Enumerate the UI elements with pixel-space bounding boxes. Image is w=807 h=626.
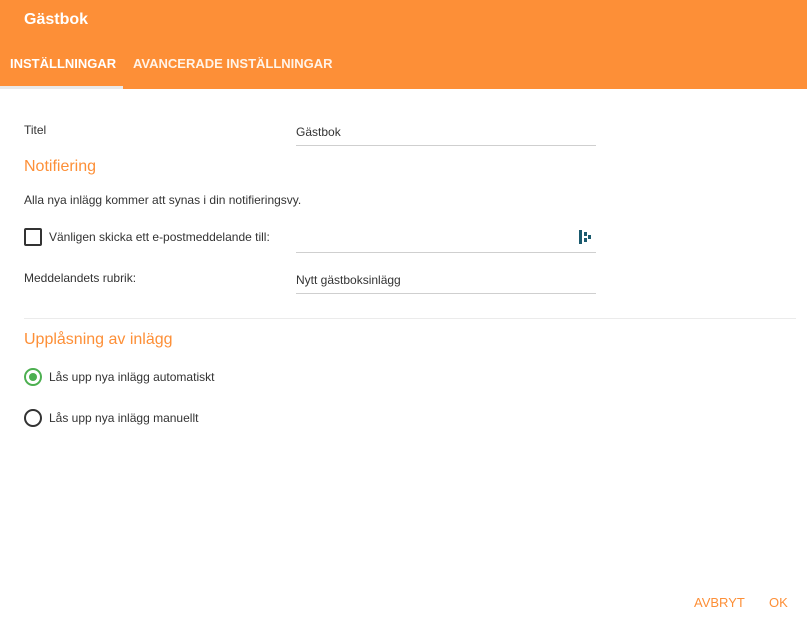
dialog-title: Gästbok	[24, 11, 89, 28]
radio-unlock-automatic[interactable]	[24, 368, 42, 386]
section-divider	[24, 318, 796, 319]
radio-unlock-manual[interactable]	[24, 409, 42, 427]
email-checkbox-label: Vänligen skicka ett e-postmeddelande till:	[49, 230, 270, 244]
notification-info-text: Alla nya inlägg kommer att synas i din notifieringsvy.	[24, 193, 302, 207]
title-label: Titel	[24, 123, 47, 137]
unlock-section-title: Upplåsning av inlägg	[24, 331, 173, 348]
subject-label: Meddelandets rubrik:	[24, 271, 137, 285]
notification-section-title: Notifiering	[24, 158, 97, 175]
email-input[interactable]	[296, 224, 576, 253]
active-tab-indicator	[0, 86, 123, 89]
contact-picker-icon[interactable]	[579, 230, 591, 244]
dialog-header	[0, 0, 807, 89]
title-input[interactable]	[296, 118, 596, 146]
tab-settings[interactable]: INSTÄLLNINGAR	[10, 56, 117, 71]
email-notification-checkbox[interactable]	[24, 228, 42, 246]
ok-button[interactable]: OK	[769, 595, 788, 610]
cancel-button[interactable]: AVBRYT	[694, 595, 745, 610]
email-input-underline	[296, 252, 596, 253]
unlock-automatic-label: Lås upp nya inlägg automatiskt	[49, 370, 215, 384]
subject-input[interactable]	[296, 266, 596, 294]
tab-advanced-settings[interactable]: AVANCERADE INSTÄLLNINGAR	[133, 56, 333, 71]
unlock-manual-label: Lås upp nya inlägg manuellt	[49, 411, 199, 425]
